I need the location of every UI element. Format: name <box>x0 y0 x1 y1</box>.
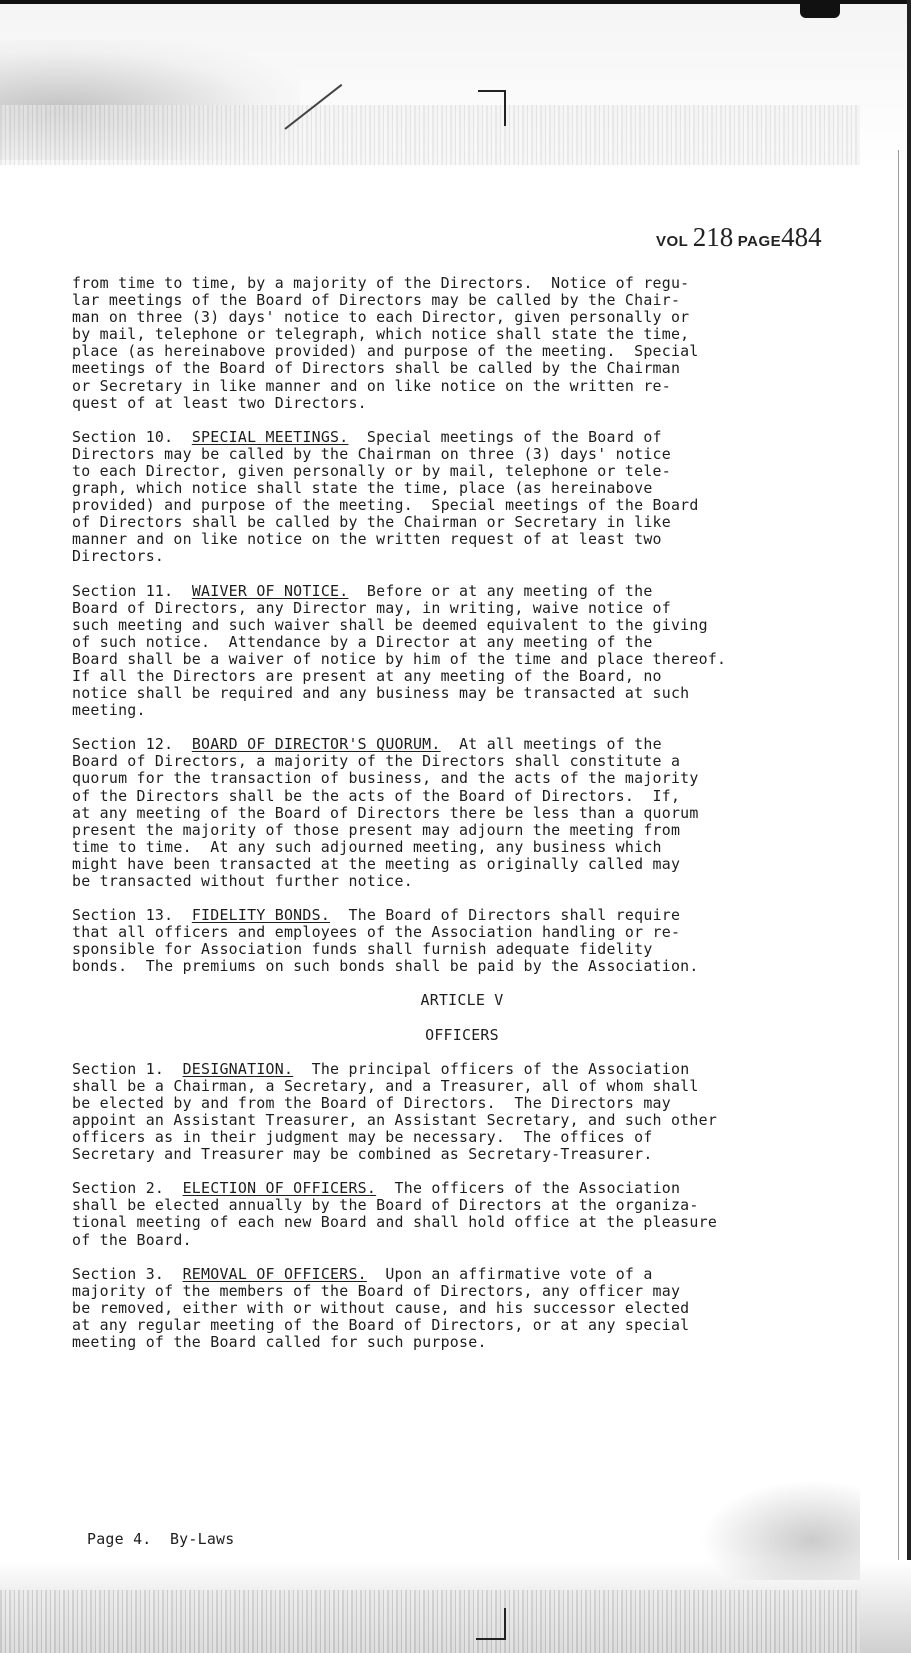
vol-number: 218 <box>692 222 734 252</box>
text-line: shall be elected annually by the Board of Directors at the organiza- <box>72 1196 699 1215</box>
section-paragraph <box>72 736 852 890</box>
text-line: from time to time, by a majority of the Directors. Notice of regu- <box>72 274 690 292</box>
section-number: Section 11. <box>72 581 174 600</box>
section-first-text: At all meetings of the <box>459 735 662 754</box>
article-title: OFFICERS <box>425 1025 499 1044</box>
text-line: of the Directors shall be the acts of the Board of Directors. If, <box>72 786 681 805</box>
text-line: at any meeting of the Board of Directors there be less than a quorum <box>72 803 699 822</box>
section-paragraph <box>72 583 852 720</box>
section-number: Section 10. <box>72 427 174 446</box>
section-title: DESIGNATION. <box>182 1059 294 1078</box>
crop-mark-bottom <box>476 1608 506 1640</box>
section-first-line <box>72 429 852 446</box>
scan-edge-right <box>907 0 911 1653</box>
text-line: Directors may be called by the Chairman on three (3) days' notice <box>72 444 671 463</box>
text-line: Secretary and Treasurer may be combined as Secretary-Treasurer. <box>72 1145 653 1164</box>
text-line: be transacted without further notice. <box>72 872 413 890</box>
text-line: Board of Directors, a majority of the Directors shall constitute a <box>72 752 681 771</box>
text-line: If all the Directors are present at any meeting of the Board, no <box>72 666 662 685</box>
text-line: manner and on like notice on the written request of at least two <box>72 530 662 549</box>
text-line: notice shall be required and any business may be transacted at such <box>72 684 690 703</box>
text-line: majority of the members of the Board of Directors, any officer may <box>72 1281 681 1300</box>
section-title: BOARD OF DIRECTOR'S QUORUM. <box>191 735 441 754</box>
scan-edge-top <box>0 0 911 4</box>
section-first-line <box>72 1180 852 1197</box>
text-line: present the majority of those present may adjourn the meeting from <box>72 820 681 839</box>
page-footer <box>87 1530 234 1548</box>
text-line: of the Board. <box>72 1230 192 1249</box>
text-line: that all officers and employees of the Association handling or re- <box>72 923 681 942</box>
section-first-text: The officers of the Association <box>394 1179 681 1198</box>
text-line: sponsible for Association funds shall furnish adequate fidelity <box>72 940 653 959</box>
text-line: Board shall be a waiver of notice by him of the time and place thereof. <box>72 649 727 668</box>
section-paragraph <box>72 1180 852 1248</box>
scan-noise-band <box>0 105 860 165</box>
section-first-line <box>72 736 852 753</box>
text-line: at any regular meeting of the Board of Directors, or at any special <box>72 1315 690 1334</box>
text-line: by mail, telephone or telegraph, which notice shall state the time, <box>72 325 690 344</box>
section-first-line <box>72 1061 852 1078</box>
section-paragraph <box>72 1061 852 1164</box>
section-paragraph <box>72 907 852 975</box>
text-line: Directors. <box>72 547 165 566</box>
section-first-line <box>72 907 852 924</box>
text-line: of such notice. Attendance by a Director at any meeting of the <box>72 632 653 651</box>
article-number: ARTICLE V <box>420 991 504 1010</box>
section-title: SPECIAL MEETINGS. <box>191 427 349 446</box>
text-line: meeting. <box>72 701 146 720</box>
section-paragraph <box>72 1266 852 1351</box>
section-title: ELECTION OF OFFICERS. <box>182 1179 377 1198</box>
section-paragraph <box>72 429 852 566</box>
text-line: place (as hereinabove provided) and purpose of the meeting. Special <box>72 342 699 361</box>
text-line: appoint an Assistant Treasurer, an Assistant Secretary, and such other <box>72 1110 718 1129</box>
section-first-text: Before or at any meeting of the <box>366 581 653 600</box>
text-line: time to time. At any such adjourned meeting, any business which <box>72 837 662 856</box>
section-first-text: Upon an affirmative vote of a <box>385 1264 653 1283</box>
text-line: provided) and purpose of the meeting. Special meetings of the Board <box>72 496 699 515</box>
text-line: officers as in their judgment may be necessary. The offices of <box>72 1128 653 1147</box>
vol-label: VOL <box>656 233 689 250</box>
section-number: Section 3. <box>72 1264 165 1283</box>
section-number: Section 1. <box>72 1059 165 1078</box>
section-number: Section 13. <box>72 906 174 925</box>
text-line: man on three (3) days' notice to each Director, given personally or <box>72 308 690 327</box>
section-title: FIDELITY BONDS. <box>191 906 331 925</box>
section-first-line <box>72 583 852 600</box>
page-edge-line <box>898 150 899 1630</box>
text-line: lar meetings of the Board of Directors may be called by the Chair- <box>72 291 681 310</box>
text-line: or Secretary in like manner and on like notice on the written re- <box>72 376 671 395</box>
page-label: PAGE <box>737 233 782 250</box>
scan-noise-band-bottom <box>0 1590 860 1653</box>
section-first-text: The principal officers of the Association <box>311 1059 690 1078</box>
crop-mark-top <box>478 90 506 126</box>
text-line: might have been transacted at the meeting as originally called may <box>72 854 681 873</box>
document-body <box>72 275 852 1368</box>
scan-smudge-bottom <box>700 1480 860 1580</box>
footer-page: Page 4. <box>87 1530 152 1548</box>
text-line: of Directors shall be called by the Chairman or Secretary in like <box>72 513 671 532</box>
section-first-text: The Board of Directors shall require <box>348 906 681 925</box>
text-line: to each Director, given personally or by mail, telephone or tele- <box>72 461 671 480</box>
section-paragraph <box>72 275 852 412</box>
section-title: WAIVER OF NOTICE. <box>191 581 349 600</box>
text-line: such meeting and such waiver shall be deemed equivalent to the giving <box>72 615 708 634</box>
section-first-text: Special meetings of the Board of <box>366 427 662 446</box>
page-number: 484 <box>781 222 822 252</box>
recording-stamp <box>656 222 822 258</box>
text-line: meeting of the Board called for such purpose. <box>72 1332 487 1351</box>
text-line: meetings of the Board of Directors shall be called by the Chairman <box>72 359 681 378</box>
section-number: Section 12. <box>72 735 174 754</box>
text-line: be removed, either with or without cause, and his successor elected <box>72 1298 690 1317</box>
footer-doc: By-Laws <box>169 1530 235 1548</box>
text-line: graph, which notice shall state the time, place (as hereinabove <box>72 479 653 498</box>
text-line: quest of at least two Directors. <box>72 393 367 412</box>
text-line: quorum for the transaction of business, and the acts of the majority <box>72 769 699 788</box>
text-line: bonds. The premiums on such bonds shall be paid by the Association. <box>72 957 699 976</box>
section-first-line <box>72 1266 852 1283</box>
section-number: Section 2. <box>72 1179 165 1198</box>
scan-edge-tab <box>800 0 840 18</box>
text-line: be elected by and from the Board of Directors. The Directors may <box>72 1093 671 1112</box>
text-line: Board of Directors, any Director may, in writing, waive notice of <box>72 598 671 617</box>
section-title: REMOVAL OF OFFICERS. <box>182 1264 367 1283</box>
text-line: tional meeting of each new Board and shall hold office at the pleasure <box>72 1213 718 1232</box>
text-line: shall be a Chairman, a Secretary, and a Treasurer, all of whom shall <box>72 1076 699 1095</box>
